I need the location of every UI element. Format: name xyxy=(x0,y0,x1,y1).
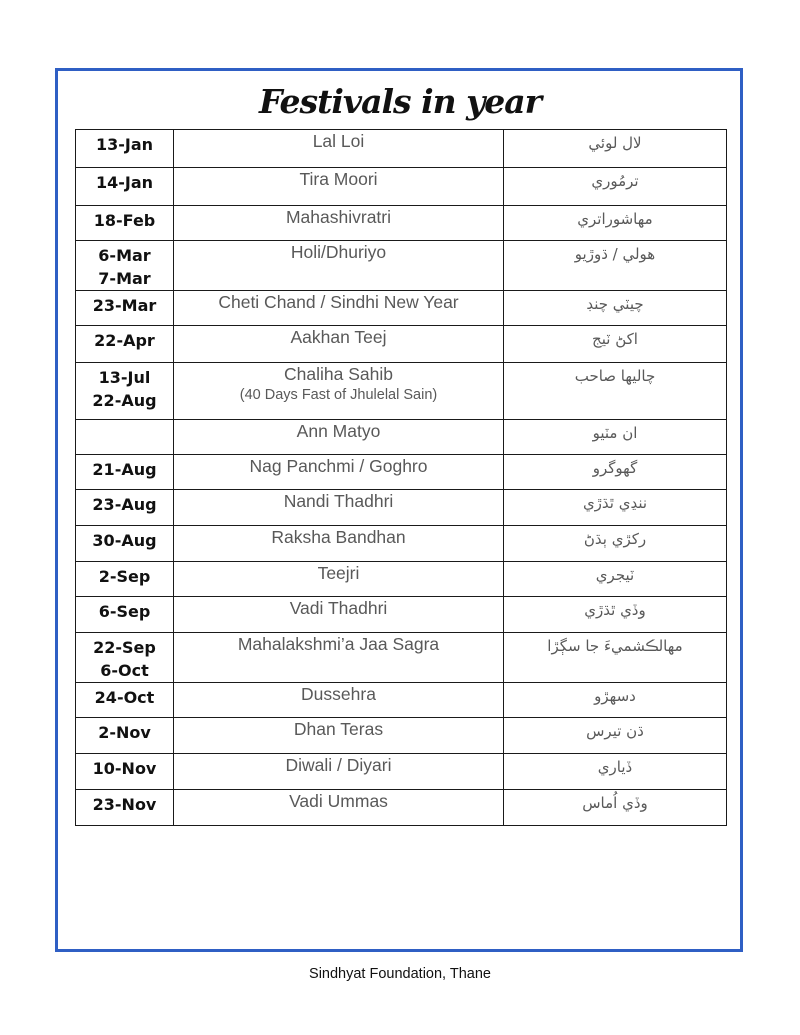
festival-date-cell xyxy=(76,754,174,790)
festival-date: 22-Aug xyxy=(92,391,157,410)
festival-sindhi-cell xyxy=(504,206,727,241)
festival-sindhi-cell xyxy=(504,490,727,526)
table-row xyxy=(76,168,727,206)
festival-name-cell xyxy=(174,526,504,562)
table-row xyxy=(76,326,727,363)
festival-name: Teejri xyxy=(317,563,360,583)
footer-text: Sindhyat Foundation, Thane xyxy=(309,966,491,982)
festival-sindhi-cell xyxy=(504,241,727,291)
festival-sindhi-cell xyxy=(504,526,727,562)
festival-name-cell xyxy=(174,168,504,206)
festival-sindhi-cell xyxy=(504,790,727,826)
festival-name: Chaliha Sahib xyxy=(284,364,393,384)
festival-date: 18-Feb xyxy=(93,211,156,230)
festival-name: Cheti Chand / Sindhi New Year xyxy=(218,292,459,312)
festival-name: Nandi Thadhri xyxy=(283,491,394,511)
table-row xyxy=(76,420,727,455)
table-row xyxy=(76,562,727,597)
festival-sindhi-name: وڏي ٿڌڙي xyxy=(584,601,646,619)
festival-name: Vadi Thadhri xyxy=(289,598,388,618)
festival-sindhi-cell xyxy=(504,455,727,490)
festival-name: Lal Loi xyxy=(312,131,365,151)
festival-date-cell xyxy=(76,490,174,526)
festival-sindhi-cell xyxy=(504,291,727,326)
festival-name-cell xyxy=(174,490,504,526)
festival-date: 24-Oct xyxy=(94,688,155,707)
festival-date-cell xyxy=(76,718,174,754)
festival-sindhi-cell xyxy=(504,168,727,206)
festival-name: Aakhan Teej xyxy=(290,327,387,347)
festival-name: Mahashivratri xyxy=(285,207,392,227)
festival-sindhi-name: لال لوئي xyxy=(588,134,642,152)
festival-sindhi-cell xyxy=(504,754,727,790)
table-row xyxy=(76,291,727,326)
festival-name: Mahalakshmi’a Jaa Sagra xyxy=(237,634,440,654)
festival-date: 22-Apr xyxy=(94,331,155,350)
festival-name-cell xyxy=(174,718,504,754)
festival-name-cell xyxy=(174,206,504,241)
table-row xyxy=(76,241,727,291)
table-row xyxy=(76,718,727,754)
festival-date: 2-Nov xyxy=(98,723,151,742)
festival-sindhi-name: ننڍي ٿڌڙي xyxy=(582,494,648,512)
festival-date-cell xyxy=(76,241,174,291)
festival-date-cell xyxy=(76,683,174,718)
festival-sindhi-name: اکڻ ٽيج xyxy=(592,330,638,348)
festival-name-cell xyxy=(174,455,504,490)
festival-date-cell xyxy=(76,597,174,633)
festival-sindhi-cell xyxy=(504,420,727,455)
festival-sindhi-name: چيٽي چنڊ xyxy=(586,295,644,313)
festival-sindhi-name: رکڙي ٻڌڻ xyxy=(583,530,647,548)
festival-sindhi-cell xyxy=(504,718,727,754)
table-row xyxy=(76,490,727,526)
festival-name: Diwali / Diyari xyxy=(285,755,392,775)
festival-name: Tira Moori xyxy=(299,169,378,189)
festival-sindhi-name: مهالڪشميءَ جا سڳڙا xyxy=(547,637,683,655)
festival-date: 2-Sep xyxy=(98,567,151,586)
festival-note: (40 Days Fast of Jhulelal Sain) xyxy=(239,387,438,403)
festival-sindhi-name: چاليها صاحب xyxy=(574,367,656,385)
table-row xyxy=(76,526,727,562)
table-row xyxy=(76,206,727,241)
festival-date: 13-Jan xyxy=(95,135,154,154)
festival-date: 23-Mar xyxy=(92,296,157,315)
festival-name: Dussehra xyxy=(301,684,376,704)
festival-date-cell xyxy=(76,420,174,455)
festival-name: Vadi Ummas xyxy=(289,791,388,811)
festival-date: 6-Mar xyxy=(98,246,151,265)
festival-name-cell xyxy=(174,241,504,291)
festival-date: 22-Sep xyxy=(93,638,156,657)
festival-date-cell xyxy=(76,206,174,241)
festival-name: Ann Matyo xyxy=(296,421,381,441)
festival-date: 14-Jan xyxy=(95,173,154,192)
festival-name: Nag Panchmi / Goghro xyxy=(249,456,428,476)
festival-date: 6-Sep xyxy=(98,602,151,621)
table-row xyxy=(76,363,727,420)
table-row xyxy=(76,754,727,790)
festival-date: 21-Aug xyxy=(92,460,157,479)
festivals-table xyxy=(75,129,727,826)
festival-sindhi-cell xyxy=(504,633,727,683)
festival-date: 6-Oct xyxy=(100,661,149,680)
table-row xyxy=(76,597,727,633)
festival-name-cell xyxy=(174,420,504,455)
festival-name: Dhan Teras xyxy=(293,719,384,739)
festival-sindhi-cell xyxy=(504,562,727,597)
festival-name: Raksha Bandhan xyxy=(271,527,406,547)
festival-name: Holi/Dhuriyo xyxy=(290,242,387,262)
page-title: Festivals in year xyxy=(258,82,542,121)
table-row xyxy=(76,455,727,490)
festival-date-cell xyxy=(76,326,174,363)
festival-date-cell xyxy=(76,790,174,826)
festival-date-cell xyxy=(76,168,174,206)
table-row xyxy=(76,683,727,718)
festival-name-cell xyxy=(174,633,504,683)
festival-sindhi-cell xyxy=(504,363,727,420)
festival-sindhi-name: ترمُوري xyxy=(591,172,639,190)
festival-date-cell xyxy=(76,130,174,168)
festival-sindhi-name: ان مٽيو xyxy=(592,424,638,442)
festival-date-cell xyxy=(76,562,174,597)
festival-name-cell xyxy=(174,363,504,420)
festival-date-cell xyxy=(76,526,174,562)
festival-name-cell xyxy=(174,790,504,826)
festival-sindhi-cell xyxy=(504,326,727,363)
festival-date: 7-Mar xyxy=(98,269,151,288)
festival-date-cell xyxy=(76,363,174,420)
festival-date-cell xyxy=(76,633,174,683)
festival-sindhi-name: هولي / ڌوڙيو xyxy=(574,245,656,263)
festival-date: 10-Nov xyxy=(92,759,157,778)
festival-sindhi-name: ڌن تيرس xyxy=(586,722,644,740)
festival-sindhi-name: ٽيجري xyxy=(595,566,635,584)
festival-name-cell xyxy=(174,683,504,718)
festival-date: 13-Jul xyxy=(98,368,151,387)
festival-sindhi-cell xyxy=(504,683,727,718)
festival-sindhi-name: دسهڙو xyxy=(594,687,636,705)
festival-sindhi-cell xyxy=(504,130,727,168)
festival-sindhi-name: وڏي اُماس xyxy=(582,794,648,812)
festival-date: 23-Aug xyxy=(92,495,157,514)
festival-date-cell xyxy=(76,455,174,490)
festival-name-cell xyxy=(174,597,504,633)
table-row xyxy=(76,790,727,826)
table-row xyxy=(76,633,727,683)
festival-sindhi-name: ڏياري xyxy=(597,758,633,776)
festival-date-cell xyxy=(76,291,174,326)
festival-name-cell xyxy=(174,130,504,168)
festival-date: 23-Nov xyxy=(92,795,157,814)
table-row xyxy=(76,130,727,168)
festival-name-cell xyxy=(174,562,504,597)
festival-sindhi-name: مهاشوراتري xyxy=(577,210,653,228)
festival-name-cell xyxy=(174,754,504,790)
festival-name-cell xyxy=(174,291,504,326)
festival-sindhi-name: گهوگرو xyxy=(592,459,638,477)
festivals-table-body xyxy=(76,130,727,826)
festival-sindhi-cell xyxy=(504,597,727,633)
festival-date: 30-Aug xyxy=(92,531,157,550)
festival-name-cell xyxy=(174,326,504,363)
